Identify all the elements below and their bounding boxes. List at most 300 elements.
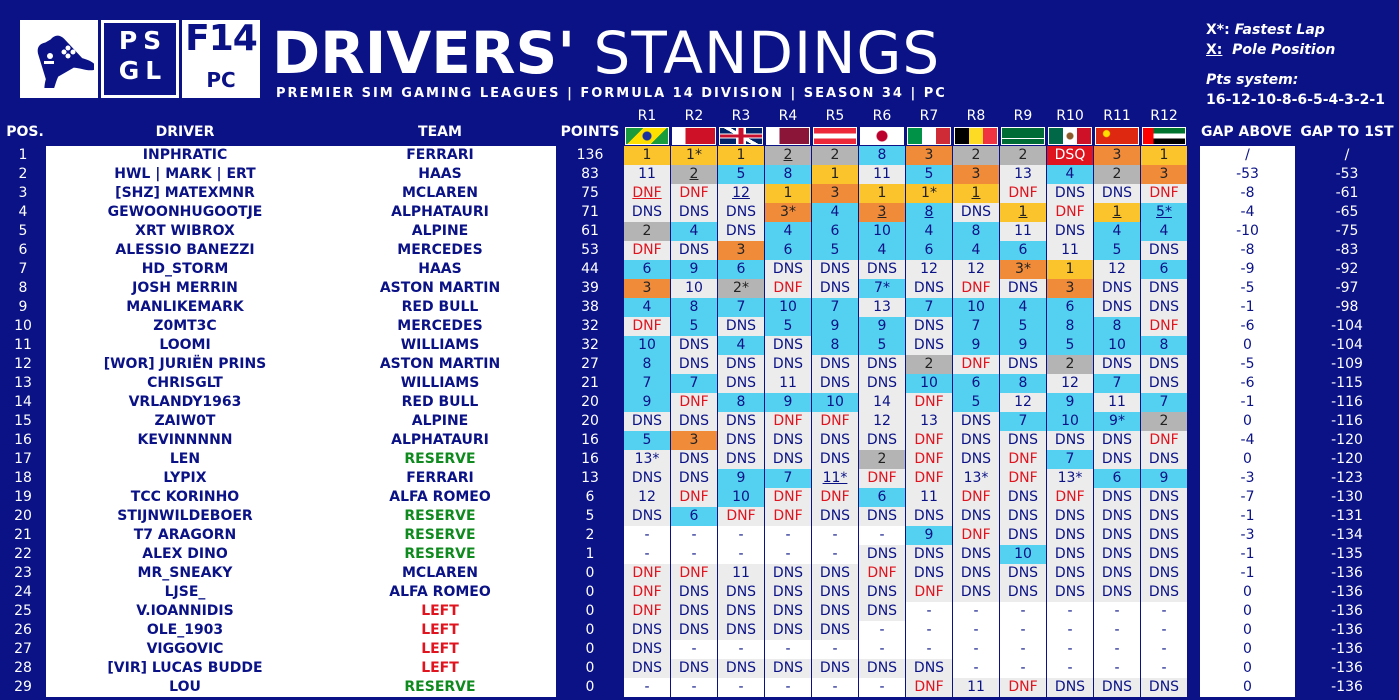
result-cell-r12: 2 xyxy=(1141,412,1187,431)
result-cell-r8: 6 xyxy=(953,374,999,393)
f14-logo-line1: F14 xyxy=(185,18,257,59)
result-cell-r4: DNS xyxy=(765,450,811,469)
gap-to-first-cell: -136 xyxy=(1331,565,1363,581)
result-cell-r9: DNF xyxy=(1000,450,1046,469)
header-driver: DRIVER xyxy=(155,124,215,140)
table-row xyxy=(0,431,1399,450)
result-cell-r9: 9 xyxy=(1000,336,1046,355)
result-cell-r5: DNS xyxy=(812,450,858,469)
result-cell-r9: 1 xyxy=(1000,203,1046,222)
result-cell-r4: DNS xyxy=(765,260,811,279)
position-cell: 23 xyxy=(14,565,32,581)
result-cell-r11: 9* xyxy=(1094,412,1140,431)
gap-to-first-cell: -136 xyxy=(1331,584,1363,600)
result-cell-r9: DNS xyxy=(1000,431,1046,450)
result-cell-r9: DNS xyxy=(1000,355,1046,374)
team-name-cell: LEFT xyxy=(324,640,556,659)
gap-to-first-cell: -136 xyxy=(1331,660,1363,676)
result-cell-r8: DNS xyxy=(953,583,999,602)
result-cell-r10: DNS xyxy=(1047,583,1093,602)
result-cell-r1: 6 xyxy=(624,260,670,279)
gap-to-first-cell: -136 xyxy=(1331,603,1363,619)
table-row xyxy=(0,621,1399,640)
position-cell: 26 xyxy=(14,622,32,638)
gap-to-first-cell: -83 xyxy=(1335,242,1359,258)
header-round-5: R5 xyxy=(825,108,845,124)
result-cell-r1: DNS xyxy=(624,621,670,640)
driver-name-cell: LOU xyxy=(46,678,324,697)
table-row xyxy=(0,374,1399,393)
result-cell-r1: DNS xyxy=(624,640,670,659)
result-cell-r8: DNS xyxy=(953,412,999,431)
table-row xyxy=(0,659,1399,678)
result-cell-r5: 9 xyxy=(812,317,858,336)
points-cell: 39 xyxy=(581,280,599,296)
driver-name-cell: [WOR] JURIËN PRINS xyxy=(46,355,324,374)
team-name-cell: RESERVE xyxy=(324,450,556,469)
gap-above-cell: -6 xyxy=(1200,317,1295,336)
result-cell-r6: - xyxy=(859,678,905,697)
result-cell-r1: DNF xyxy=(624,241,670,260)
result-cell-r4: DNS xyxy=(765,602,811,621)
result-cell-r10: DNS xyxy=(1047,526,1093,545)
team-name-cell: LEFT xyxy=(324,621,556,640)
result-cell-r1: DNF xyxy=(624,602,670,621)
result-cell-r2: DNS xyxy=(671,469,717,488)
result-cell-r2: - xyxy=(671,640,717,659)
result-cell-r10: DNS xyxy=(1047,507,1093,526)
result-cell-r8: DNF xyxy=(953,488,999,507)
result-cell-r2: DNS xyxy=(671,241,717,260)
result-cell-r12: - xyxy=(1141,640,1187,659)
result-cell-r10: 4 xyxy=(1047,165,1093,184)
result-cell-r6: DNS xyxy=(859,583,905,602)
gap-above-cell: -7 xyxy=(1200,488,1295,507)
result-cell-r11: DNS xyxy=(1094,450,1140,469)
result-cell-r12: 1 xyxy=(1141,146,1187,165)
table-row xyxy=(0,260,1399,279)
gap-above-cell: -6 xyxy=(1200,374,1295,393)
result-cell-r3: 1 xyxy=(718,146,764,165)
team-name-cell: FERRARI xyxy=(324,146,556,165)
driver-name-cell: VRLANDY1963 xyxy=(46,393,324,412)
points-cell: 20 xyxy=(581,394,599,410)
driver-name-cell: STIJNWILDEBOER xyxy=(46,507,324,526)
result-cell-r10: 8 xyxy=(1047,317,1093,336)
result-cell-r5: DNS xyxy=(812,431,858,450)
gap-to-first-cell: -120 xyxy=(1331,451,1363,467)
result-cell-r9: DNS xyxy=(1000,507,1046,526)
result-cell-r6: 11 xyxy=(859,165,905,184)
points-cell: 44 xyxy=(581,261,599,277)
driver-name-cell: INPHRATIC xyxy=(46,146,324,165)
result-cell-r8: 1 xyxy=(953,184,999,203)
position-cell: 11 xyxy=(14,337,32,353)
driver-name-cell: [VIR] LUCAS BUDDE xyxy=(46,659,324,678)
result-cell-r6: 2 xyxy=(859,450,905,469)
flag-saudi-arabia-icon xyxy=(1001,127,1045,145)
driver-name-cell: HD_STORM xyxy=(46,260,324,279)
result-cell-r5: 8 xyxy=(812,336,858,355)
result-cell-r5: - xyxy=(812,678,858,697)
result-cell-r1: 11 xyxy=(624,165,670,184)
result-cell-r3: DNS xyxy=(718,222,764,241)
result-cell-r12: DNS xyxy=(1141,374,1187,393)
result-cell-r5: DNS xyxy=(812,602,858,621)
driver-name-cell: LEN xyxy=(46,450,324,469)
result-cell-r8: 13* xyxy=(953,469,999,488)
result-cell-r9: 13 xyxy=(1000,165,1046,184)
result-cell-r10: 12 xyxy=(1047,374,1093,393)
result-cell-r9: DNS xyxy=(1000,564,1046,583)
result-cell-r6: DNF xyxy=(859,564,905,583)
header-round-3: R3 xyxy=(731,108,751,124)
result-cell-r7: 11 xyxy=(906,488,952,507)
gap-to-first-cell: -104 xyxy=(1331,337,1363,353)
result-cell-r12: - xyxy=(1141,602,1187,621)
result-cell-r6: - xyxy=(859,640,905,659)
result-cell-r6: 10 xyxy=(859,222,905,241)
points-cell: 0 xyxy=(585,584,595,600)
result-cell-r7: 13 xyxy=(906,412,952,431)
result-cell-r4: 8 xyxy=(765,165,811,184)
result-cell-r11: DNS xyxy=(1094,431,1140,450)
result-cell-r2: 9 xyxy=(671,260,717,279)
result-cell-r8: 4 xyxy=(953,241,999,260)
result-cell-r3: DNS xyxy=(718,659,764,678)
result-cell-r9: DNF xyxy=(1000,678,1046,697)
header-round-6: R6 xyxy=(872,108,892,124)
result-cell-r4: DNS xyxy=(765,431,811,450)
team-name-cell: MERCEDES xyxy=(324,317,556,336)
result-cell-r11: - xyxy=(1094,640,1140,659)
result-cell-r4: 10 xyxy=(765,298,811,317)
table-row xyxy=(0,583,1399,602)
result-cell-r6: 8 xyxy=(859,146,905,165)
result-cell-r11: 5 xyxy=(1094,241,1140,260)
result-cell-r9: 5 xyxy=(1000,317,1046,336)
team-name-cell: ALPHATAURI xyxy=(324,431,556,450)
result-cell-r6: 5 xyxy=(859,336,905,355)
result-cell-r8: DNF xyxy=(953,355,999,374)
position-cell: 6 xyxy=(18,242,28,258)
table-row xyxy=(0,564,1399,583)
result-cell-r11: DNS xyxy=(1094,564,1140,583)
result-cell-r9: 7 xyxy=(1000,412,1046,431)
result-cell-r11: 1 xyxy=(1094,203,1140,222)
result-cell-r12: DNS xyxy=(1141,298,1187,317)
result-cell-r8: 5 xyxy=(953,393,999,412)
flag-bahrain-icon xyxy=(672,127,716,145)
gap-above-cell: 0 xyxy=(1200,602,1295,621)
result-cell-r8: DNS xyxy=(953,431,999,450)
driver-name-cell: T7 ARAGORN xyxy=(46,526,324,545)
result-cell-r3: 6 xyxy=(718,260,764,279)
gap-to-first-cell: -97 xyxy=(1335,280,1359,296)
result-cell-r9: 4 xyxy=(1000,298,1046,317)
header-round-8: R8 xyxy=(966,108,986,124)
result-cell-r10: DNS xyxy=(1047,678,1093,697)
table-row xyxy=(0,526,1399,545)
gap-to-first-cell: -136 xyxy=(1331,641,1363,657)
result-cell-r10: 5 xyxy=(1047,336,1093,355)
result-cell-r2: DNS xyxy=(671,203,717,222)
header-round-1: R1 xyxy=(637,108,657,124)
result-cell-r7: DNS xyxy=(906,279,952,298)
gap-above-cell: -1 xyxy=(1200,545,1295,564)
result-cell-r3: DNS xyxy=(718,412,764,431)
result-cell-r8: 2 xyxy=(953,146,999,165)
result-cell-r7: DNS xyxy=(906,545,952,564)
result-cell-r4: DNS xyxy=(765,583,811,602)
page-title-bold: DRIVERS' xyxy=(272,19,576,87)
gap-above-cell: 0 xyxy=(1200,621,1295,640)
result-cell-r11: 3 xyxy=(1094,146,1140,165)
result-cell-r4: 7 xyxy=(765,469,811,488)
result-cell-r5: 7 xyxy=(812,298,858,317)
table-row xyxy=(0,640,1399,659)
points-cell: 71 xyxy=(581,204,599,220)
legend-pts-values: 16-12-10-8-6-5-4-3-2-1 xyxy=(1206,92,1385,108)
result-cell-r4: DNF xyxy=(765,412,811,431)
result-cell-r7: DNF xyxy=(906,678,952,697)
table-row xyxy=(0,450,1399,469)
result-cell-r5: - xyxy=(812,640,858,659)
header-team: TEAM xyxy=(418,124,462,140)
result-cell-r12: DNS xyxy=(1141,526,1187,545)
flag-brazil-icon xyxy=(625,127,669,145)
result-cell-r12: DNS xyxy=(1141,279,1187,298)
result-cell-r2: DNF xyxy=(671,184,717,203)
result-cell-r7: DNS xyxy=(906,317,952,336)
result-cell-r6: 7* xyxy=(859,279,905,298)
result-cell-r8: - xyxy=(953,659,999,678)
result-cell-r5: DNS xyxy=(812,621,858,640)
result-cell-r4: 1 xyxy=(765,184,811,203)
result-cell-r11: - xyxy=(1094,659,1140,678)
team-name-cell: WILLIAMS xyxy=(324,374,556,393)
result-cell-r12: DNS xyxy=(1141,678,1187,697)
driver-name-cell: LJSE_ xyxy=(46,583,324,602)
team-name-cell: RED BULL xyxy=(324,393,556,412)
result-cell-r5: 3 xyxy=(812,184,858,203)
result-cell-r2: 8 xyxy=(671,298,717,317)
gamepad-icon xyxy=(24,30,94,88)
result-cell-r8: 3 xyxy=(953,165,999,184)
table-row xyxy=(0,298,1399,317)
result-cell-r6: 6 xyxy=(859,488,905,507)
legend-pole-label: Pole Position xyxy=(1232,42,1336,58)
result-cell-r11: DNS xyxy=(1094,184,1140,203)
result-cell-r8: DNS xyxy=(953,507,999,526)
gap-to-first-cell: -65 xyxy=(1335,204,1359,220)
flag-italy-icon xyxy=(907,127,951,145)
result-cell-r1: DNF xyxy=(624,583,670,602)
gap-above-cell: -1 xyxy=(1200,393,1295,412)
points-cell: 21 xyxy=(581,375,599,391)
result-cell-r2: 6 xyxy=(671,507,717,526)
result-cell-r4: 6 xyxy=(765,241,811,260)
result-cell-r9: 2 xyxy=(1000,146,1046,165)
gap-above-cell: 0 xyxy=(1200,450,1295,469)
result-cell-r1: 5 xyxy=(624,431,670,450)
driver-name-cell: OLE_1903 xyxy=(46,621,324,640)
points-cell: 38 xyxy=(581,299,599,315)
points-cell: 16 xyxy=(581,432,599,448)
driver-name-cell: GEWOONHUGOOTJE xyxy=(46,203,324,222)
header-pos: POS. xyxy=(6,124,44,140)
result-cell-r12: DNS xyxy=(1141,583,1187,602)
result-cell-r6: DNS xyxy=(859,374,905,393)
result-cell-r5: DNS xyxy=(812,279,858,298)
position-cell: 22 xyxy=(14,546,32,562)
result-cell-r9: 11 xyxy=(1000,222,1046,241)
result-cell-r7: DNS xyxy=(906,336,952,355)
position-cell: 21 xyxy=(14,527,32,543)
result-cell-r4: 4 xyxy=(765,222,811,241)
psgl-logo-line2: GL xyxy=(118,56,168,85)
driver-name-cell: V.IOANNIDIS xyxy=(46,602,324,621)
result-cell-r3: DNS xyxy=(718,203,764,222)
result-cell-r4: 5 xyxy=(765,317,811,336)
result-cell-r1: DNF xyxy=(624,317,670,336)
position-cell: 25 xyxy=(14,603,32,619)
result-cell-r6: 4 xyxy=(859,241,905,260)
table-row xyxy=(0,146,1399,165)
position-cell: 5 xyxy=(18,223,28,239)
position-cell: 17 xyxy=(14,451,32,467)
gap-to-first-cell: -123 xyxy=(1331,470,1363,486)
result-cell-r8: 8 xyxy=(953,222,999,241)
result-cell-r3: - xyxy=(718,678,764,697)
position-cell: 18 xyxy=(14,470,32,486)
legend xyxy=(1206,20,1385,110)
result-cell-r12: 9 xyxy=(1141,469,1187,488)
result-cell-r7: DNS xyxy=(906,564,952,583)
result-cell-r5: DNF xyxy=(812,412,858,431)
position-cell: 14 xyxy=(14,394,32,410)
result-cell-r1: 13* xyxy=(624,450,670,469)
table-row xyxy=(0,241,1399,260)
result-cell-r10: 11 xyxy=(1047,241,1093,260)
result-cell-r2: DNS xyxy=(671,450,717,469)
team-name-cell: RESERVE xyxy=(324,526,556,545)
table-row xyxy=(0,545,1399,564)
result-cell-r11: 7 xyxy=(1094,374,1140,393)
position-cell: 15 xyxy=(14,413,32,429)
gap-to-first-cell: -136 xyxy=(1331,622,1363,638)
result-cell-r8: DNF xyxy=(953,526,999,545)
driver-name-cell: Z0MT3C xyxy=(46,317,324,336)
result-cell-r9: 12 xyxy=(1000,393,1046,412)
team-name-cell: LEFT xyxy=(324,659,556,678)
position-cell: 7 xyxy=(18,261,28,277)
result-cell-r12: 8 xyxy=(1141,336,1187,355)
result-cell-r11: 10 xyxy=(1094,336,1140,355)
team-name-cell: RESERVE xyxy=(324,678,556,697)
header-round-9: R9 xyxy=(1013,108,1033,124)
result-cell-r6: DNS xyxy=(859,507,905,526)
result-cell-r3: - xyxy=(718,526,764,545)
position-cell: 27 xyxy=(14,641,32,657)
result-cell-r10: 6 xyxy=(1047,298,1093,317)
result-cell-r7: 12 xyxy=(906,260,952,279)
result-cell-r11: 8 xyxy=(1094,317,1140,336)
team-name-cell: ALPHATAURI xyxy=(324,203,556,222)
result-cell-r12: DNS xyxy=(1141,564,1187,583)
header-round-2: R2 xyxy=(684,108,704,124)
result-cell-r7: 7 xyxy=(906,298,952,317)
result-cell-r12: - xyxy=(1141,621,1187,640)
result-cell-r3: DNS xyxy=(718,621,764,640)
driver-name-cell: [SHZ] MATEXMNR xyxy=(46,184,324,203)
result-cell-r4: - xyxy=(765,545,811,564)
gap-above-cell: -8 xyxy=(1200,241,1295,260)
result-cell-r1: DNS xyxy=(624,469,670,488)
result-cell-r11: DNS xyxy=(1094,488,1140,507)
result-cell-r5: DNS xyxy=(812,583,858,602)
result-cell-r1: DNS xyxy=(624,412,670,431)
result-cell-r2: - xyxy=(671,678,717,697)
result-cell-r9: DNS xyxy=(1000,488,1046,507)
result-cell-r11: DNS xyxy=(1094,355,1140,374)
flag-mexico-icon xyxy=(1048,127,1092,145)
result-cell-r12: - xyxy=(1141,659,1187,678)
flag-uae-icon xyxy=(1142,127,1186,145)
points-cell: 1 xyxy=(585,546,595,562)
result-cell-r3: 2* xyxy=(718,279,764,298)
result-cell-r11: 2 xyxy=(1094,165,1140,184)
result-cell-r8: 12 xyxy=(953,260,999,279)
team-name-cell: MCLAREN xyxy=(324,564,556,583)
result-cell-r7: 9 xyxy=(906,526,952,545)
points-cell: 136 xyxy=(576,147,604,163)
result-cell-r9: 3* xyxy=(1000,260,1046,279)
team-name-cell: RESERVE xyxy=(324,545,556,564)
result-cell-r5: DNS xyxy=(812,374,858,393)
result-cell-r2: - xyxy=(671,526,717,545)
result-cell-r6: 13 xyxy=(859,298,905,317)
result-cell-r5: - xyxy=(812,545,858,564)
gap-above-cell: 0 xyxy=(1200,583,1295,602)
points-cell: 0 xyxy=(585,565,595,581)
gap-above-cell: -4 xyxy=(1200,203,1295,222)
result-cell-r1: 7 xyxy=(624,374,670,393)
result-cell-r5: DNS xyxy=(812,260,858,279)
team-name-cell: ALPINE xyxy=(324,412,556,431)
gap-above-cell: -3 xyxy=(1200,526,1295,545)
result-cell-r5: - xyxy=(812,526,858,545)
result-cell-r10: DNF xyxy=(1047,203,1093,222)
header-round-7: R7 xyxy=(919,108,939,124)
header-round-10: R10 xyxy=(1056,108,1084,124)
result-cell-r2: 2 xyxy=(671,165,717,184)
gap-to-first-cell: -98 xyxy=(1335,299,1359,315)
driver-name-cell: CHRISGLT xyxy=(46,374,324,393)
legend-fastest-label: Fastest Lap xyxy=(1234,22,1325,38)
gap-to-first-cell: -53 xyxy=(1335,166,1359,182)
table-row xyxy=(0,602,1399,621)
gap-above-cell: -53 xyxy=(1200,165,1295,184)
points-cell: 53 xyxy=(581,242,599,258)
result-cell-r10: DSQ xyxy=(1047,146,1093,165)
table-row xyxy=(0,507,1399,526)
team-name-cell: HAAS xyxy=(324,165,556,184)
result-cell-r10: DNS xyxy=(1047,222,1093,241)
result-cell-r2: DNS xyxy=(671,621,717,640)
result-cell-r6: - xyxy=(859,526,905,545)
result-cell-r7: DNF xyxy=(906,469,952,488)
